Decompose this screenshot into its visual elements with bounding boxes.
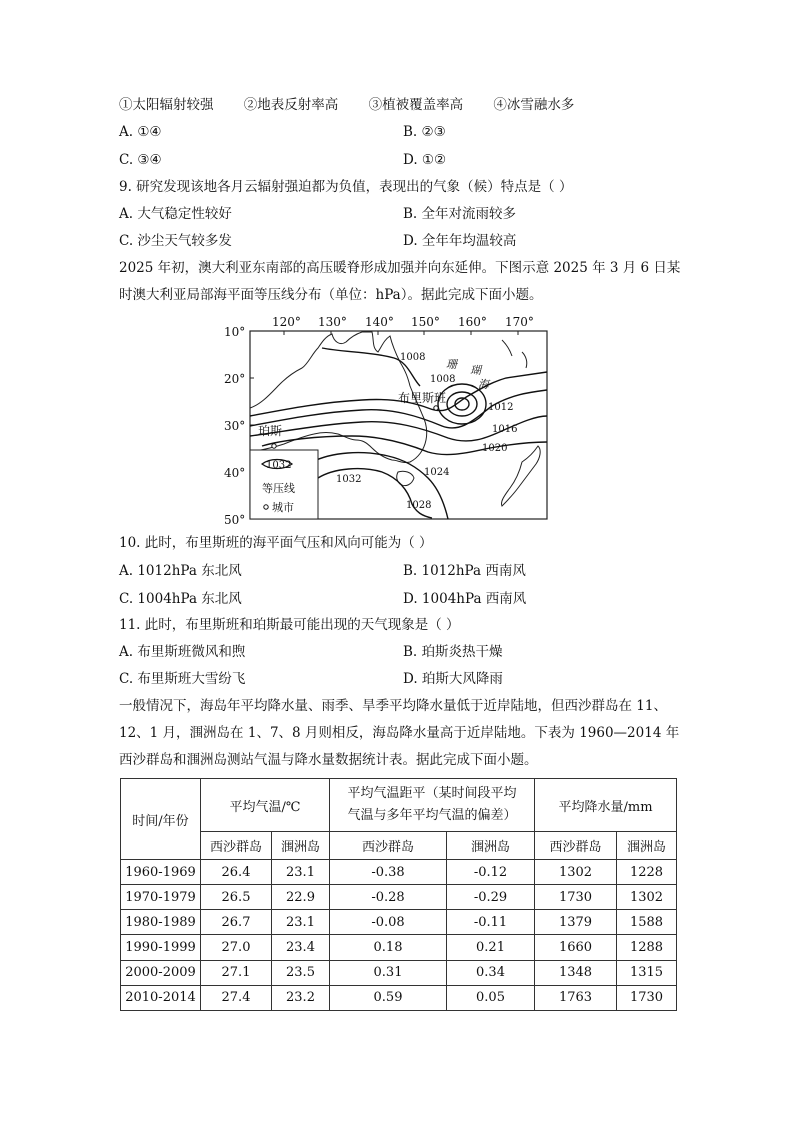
isobar-label: 1020 — [482, 443, 508, 454]
sub-header-weizhou: 涠洲岛 — [272, 832, 330, 860]
cell-precip-xisha: 1379 — [535, 910, 617, 935]
cell-temp-xisha: 26.7 — [201, 910, 272, 935]
coastline-new-zealand — [501, 446, 540, 506]
cell-anom-weizhou: 0.21 — [447, 935, 535, 960]
city-brisbane — [434, 406, 438, 410]
intro2-line: 2025 年初，澳大利亚东南部的高压暖脊形成加强并向东延伸。下图示意 2025 年 3 月 6 日某 — [119, 260, 681, 276]
cell-precip-weizhou: 1730 — [617, 985, 677, 1010]
legend-isobar: 等压线 — [262, 482, 295, 495]
col-anom-header — [330, 779, 535, 832]
q10-stem: 10. 此时，布里斯班的海平面气压和风向可能为（ ） — [119, 535, 433, 551]
q10-option-c[interactable]: C. 1004hPa 东北风 — [119, 591, 242, 607]
cell-temp-weizhou: 22.9 — [272, 885, 330, 910]
cell-anom-xisha: -0.38 — [330, 860, 447, 885]
q10-option-b[interactable]: B. 1012hPa 西南风 — [403, 563, 526, 579]
col-temp-header: 平均气温/℃ — [201, 779, 330, 832]
intro3-line: 12、1 月，涠洲岛在 1、7、8 月则相反，海岛降水量高于近岸陆地。下表为 1960—2014 年 — [119, 725, 680, 741]
cell-precip-weizhou: 1288 — [617, 935, 677, 960]
label-coral-sea: 瑚 — [470, 364, 481, 377]
q8-option-d[interactable]: D. ①② — [403, 152, 447, 168]
cell-precip-xisha: 1660 — [535, 935, 617, 960]
q9-option-b[interactable]: B. 全年对流雨较多 — [403, 206, 517, 222]
label-coral-sea: 海 — [478, 378, 489, 391]
cell-period: 1990-1999 — [121, 935, 201, 960]
cell-period: 1980-1989 — [121, 910, 201, 935]
col-anom-header-line2: 气温与多年平均气温的偏差） — [347, 808, 517, 823]
cell-anom-xisha: -0.28 — [330, 885, 447, 910]
intro3-line: 一般情况下，海岛年平均降水量、雨季、旱季平均降水量低于近岸陆地，但西沙群岛在 11、 — [119, 698, 667, 714]
lat-label: 20° — [224, 372, 246, 386]
col-time-header: 时间/年份 — [121, 779, 201, 860]
cell-precip-xisha: 1302 — [535, 860, 617, 885]
cell-temp-xisha: 27.4 — [201, 985, 272, 1010]
label-brisbane: 布里斯班 — [398, 391, 447, 405]
q8-item: ②地表反射率高 — [243, 97, 339, 113]
city-perth — [272, 444, 276, 448]
intro2-line: 时澳大利亚局部海平面等压线分布（单位：hPa）。据此完成下面小题。 — [119, 287, 543, 303]
lat-label: 30° — [224, 419, 246, 433]
cell-anom-weizhou: 0.34 — [447, 960, 535, 985]
cell-precip-xisha: 1730 — [535, 885, 617, 910]
isobar-label: 1016 — [492, 424, 518, 435]
q10-option-d[interactable]: D. 1004hPa 西南风 — [403, 591, 527, 607]
cell-anom-xisha: 0.31 — [330, 960, 447, 985]
cell-period: 1970-1979 — [121, 885, 201, 910]
q11-option-d[interactable]: D. 珀斯大风降雨 — [403, 671, 503, 687]
q8-item: ①太阳辐射较强 — [119, 97, 214, 113]
cell-precip-xisha: 1763 — [535, 985, 617, 1010]
intro3-line: 西沙群岛和涠洲岛测站气温与降水量数据统计表。据此完成下面小题。 — [119, 752, 538, 768]
cell-anom-weizhou: 0.05 — [447, 985, 535, 1010]
q9-option-c[interactable]: C. 沙尘天气较多发 — [119, 233, 232, 249]
cell-anom-weizhou: -0.12 — [447, 860, 535, 885]
cell-anom-xisha: -0.08 — [330, 910, 447, 935]
q9-option-d[interactable]: D. 全年年均温较高 — [403, 233, 517, 249]
lat-label: 10° — [224, 325, 246, 339]
cell-precip-weizhou: 1228 — [617, 860, 677, 885]
cell-temp-weizhou: 23.4 — [272, 935, 330, 960]
lat-label: 40° — [224, 466, 246, 480]
lon-label: 120° — [272, 315, 301, 329]
cell-temp-weizhou: 23.1 — [272, 910, 330, 935]
q10-option-a[interactable]: A. 1012hPa 东北风 — [119, 563, 242, 579]
lon-label: 130° — [318, 315, 347, 329]
isobar-label: 1028 — [406, 500, 432, 511]
cell-anom-weizhou: -0.29 — [447, 885, 535, 910]
isobar-map — [222, 312, 567, 528]
sub-header-weizhou: 涠洲岛 — [447, 832, 535, 860]
cell-temp-xisha: 26.5 — [201, 885, 272, 910]
q8-items — [119, 96, 600, 114]
isobar-label: 1032 — [336, 474, 362, 485]
table-row — [121, 985, 677, 1010]
cell-anom-xisha: 0.18 — [330, 935, 447, 960]
q8-option-c[interactable]: C. ③④ — [119, 152, 162, 168]
col-precip-header: 平均降水量/mm — [535, 779, 677, 832]
sub-header-xisha: 西沙群岛 — [535, 832, 617, 860]
legend-city-icon — [264, 505, 268, 509]
q9-option-a[interactable]: A. 大气稳定性较好 — [119, 206, 232, 222]
cell-precip-weizhou: 1315 — [617, 960, 677, 985]
q11-option-b[interactable]: B. 珀斯炎热干燥 — [403, 644, 503, 660]
label-coral-sea: 珊 — [446, 358, 457, 371]
table-row — [121, 860, 677, 885]
cell-temp-weizhou: 23.5 — [272, 960, 330, 985]
col-anom-header-line1: 平均气温距平（某时间段平均 — [347, 786, 517, 801]
lat-label: 50° — [224, 513, 246, 527]
legend-sample: 1032 — [266, 460, 292, 471]
q11-option-c[interactable]: C. 布里斯班大雪纷飞 — [119, 671, 246, 687]
cell-temp-weizhou: 23.2 — [272, 985, 330, 1010]
climate-table — [120, 778, 677, 1011]
coastline-tasmania — [397, 471, 414, 485]
cell-period: 1960-1969 — [121, 860, 201, 885]
table-row — [121, 910, 677, 935]
lon-label: 170° — [505, 315, 534, 329]
cell-period: 2000-2009 — [121, 960, 201, 985]
q9-stem: 9. 研究发现该地各月云辐射强迫都为负值，表现出的气象（候）特点是（ ） — [119, 179, 573, 195]
cell-precip-weizhou: 1588 — [617, 910, 677, 935]
table-row — [121, 885, 677, 910]
sub-header-weizhou: 涠洲岛 — [617, 832, 677, 860]
isobar-label: 1008 — [400, 352, 426, 363]
lon-label: 150° — [411, 315, 440, 329]
lon-label: 160° — [458, 315, 487, 329]
isobar-label: 1008 — [430, 374, 456, 385]
cell-anom-xisha: 0.59 — [330, 985, 447, 1010]
cell-precip-weizhou: 1302 — [617, 885, 677, 910]
q8-item: ③植被覆盖率高 — [368, 97, 464, 113]
q8-option-b[interactable]: B. ②③ — [403, 124, 446, 140]
cell-period: 2010-2014 — [121, 985, 201, 1010]
q8-item: ④冰雪融水多 — [493, 97, 575, 113]
isobar-label: 1024 — [424, 467, 450, 478]
lon-label: 140° — [365, 315, 394, 329]
q11-stem: 11. 此时，布里斯班和珀斯最可能出现的天气现象是（ ） — [119, 617, 460, 633]
cell-precip-xisha: 1348 — [535, 960, 617, 985]
cell-temp-xisha: 27.0 — [201, 935, 272, 960]
label-perth: 珀斯 — [258, 424, 283, 438]
q8-option-a[interactable]: A. ①④ — [119, 124, 162, 140]
sub-header-xisha: 西沙群岛 — [201, 832, 272, 860]
sub-header-xisha: 西沙群岛 — [330, 832, 447, 860]
isobar-label: 1012 — [488, 402, 514, 413]
cell-temp-weizhou: 23.1 — [272, 860, 330, 885]
cell-temp-xisha: 27.1 — [201, 960, 272, 985]
q11-option-a[interactable]: A. 布里斯班微风和煦 — [119, 644, 246, 660]
cell-temp-xisha: 26.4 — [201, 860, 272, 885]
table-row — [121, 960, 677, 985]
legend-city: 城市 — [272, 501, 294, 514]
cell-anom-weizhou: -0.11 — [447, 910, 535, 935]
table-row — [121, 935, 677, 960]
